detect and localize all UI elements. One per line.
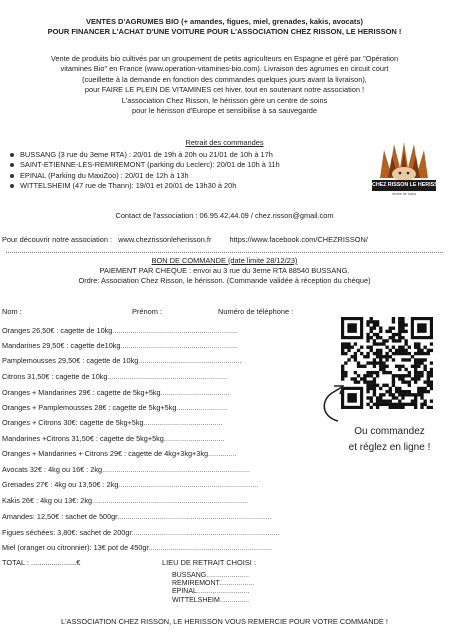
discover-label: Pour découvrir notre association : <box>2 235 113 244</box>
bullet-icon <box>10 163 14 167</box>
lieu-option[interactable]: WITTELSHEIM............... <box>172 596 250 604</box>
order-row[interactable]: Oranges 26,50€ : cagette de 10kg.............................................................. <box>2 326 239 335</box>
retrait-item: SAINT-ETIENNE-LES-REMIREMONT (parking du Leclerc): 20/01 de 10h à 11h <box>10 160 360 170</box>
contact-line: Contact de l'association : 06.95.42.44.09 / chez.risson@gmail.com <box>115 211 334 220</box>
lieu-option[interactable]: BUSSANG...................... <box>172 572 250 579</box>
logo-subtext: centre de soins <box>391 192 417 196</box>
intro-line: L'association Chez Risson, le hérisson gère un centre de soins <box>121 95 328 105</box>
order-row[interactable]: Oranges + Citrons 30€: cagette de 5kg+5kg....................................... <box>2 418 223 427</box>
order-row[interactable]: Mandarines +Citrons 31,50€ : cagette de 5kg+5kg.............................. <box>2 434 225 443</box>
qr-caption-line: et réglez en ligne ! <box>348 442 431 453</box>
order-heading: BON DE COMMANDE (date limite 28/12/23) <box>151 256 298 265</box>
total-field[interactable]: TOTAL : ......................€ <box>2 558 81 567</box>
order-row[interactable]: Avocats 32€ : 4kg ou 16€ : 2kg......................................................................... <box>2 465 251 474</box>
nom-field[interactable]: Nom : <box>2 307 22 316</box>
order-row[interactable]: Oranges + Mandarines 29€ : cagette de 5kg+5kg.................................. <box>2 388 230 397</box>
hedgehog-logo-icon <box>370 140 446 200</box>
order-row[interactable]: Oranges + Mandarines + Citrons 29€ : cagette de 4kg+3kg+3kg.............. <box>2 449 237 458</box>
lieu-option[interactable]: REMIREMONT.................. <box>172 580 255 588</box>
footer-thanks: L'ASSOCIATION CHEZ RISSON, LE HERISSON VOUS REMERCIE POUR VOTRE COMMANDE ! <box>61 617 388 626</box>
association-logo <box>370 140 446 200</box>
retrait-list <box>10 150 360 192</box>
lieu-options <box>172 572 254 605</box>
qr-code[interactable] <box>341 317 433 409</box>
lieu-option[interactable]: EPINAL........................... <box>172 588 250 596</box>
intro-line: vitamines Bio" en France (www.operation-vitamines-bio.com). Livraison des agrumes en circuit court <box>60 64 389 74</box>
bullet-icon <box>10 153 14 157</box>
qr-code-icon[interactable] <box>341 317 433 409</box>
retrait-item: BUSSANG (3 rue du 3eme RTA) : 20/01 de 19h à 20h ou 21/01 de 10h à 17h <box>10 150 360 160</box>
logo-text: CHEZ RISSON LE HERISSON <box>372 182 446 188</box>
order-row[interactable]: Oranges + Pamplemousses 28€ : cagette de 5kg+5kg......................... <box>2 403 228 412</box>
intro-text <box>0 54 449 116</box>
bullet-icon <box>10 174 14 178</box>
website-link[interactable]: www.chezrissonleherisson.fr <box>118 235 212 244</box>
prenom-field[interactable]: Prénom : <box>132 307 162 316</box>
intro-line: pour le hérisson d'Europe et sensibilise à sa sauvegarde <box>131 106 318 116</box>
retrait-item: EPINAL (Parking du MaxiZoo) : 20/01 de 12h à 13h <box>10 171 360 181</box>
qr-caption <box>330 424 449 456</box>
order-row[interactable]: Kakis 26€ : 4kg ou 13€: 2kg............................................................................. <box>2 496 249 505</box>
curved-arrow-icon <box>318 385 352 425</box>
order-row[interactable]: Mandarines 29,50€ : cagette de10kg.......................................................... <box>2 341 239 350</box>
order-row[interactable]: Amandes: 12,50€ : sachet de 500gr............................................................................ <box>2 512 272 521</box>
lieu-label: LIEU DE RETRAIT CHOISI : <box>162 558 256 567</box>
order-row[interactable]: Citrons 31,50€ : cagette de 10kg........................................................... <box>2 372 228 381</box>
bullet-icon <box>10 184 14 188</box>
order-row[interactable]: Miel (oranger ou citronnier): 13€ pot de 450gr............................................................. <box>2 543 273 552</box>
order-row[interactable]: Grenades 27€ : 4kg ou 13,50€ : 2kg..................................................................... <box>2 480 259 489</box>
order-row[interactable]: Figues séchées: 3,80€: sachet de 200gr......................................................................... <box>2 528 280 537</box>
order-row[interactable]: Pamplemousses 29,50€ : cagette de 10kg................................................... <box>2 356 242 365</box>
title-line-1: VENTES D'AGRUMES BIO (+ amandes, figues, miel, grenades, kakis, avocats) <box>85 17 364 26</box>
discover-line <box>2 235 447 245</box>
separator <box>6 252 443 253</box>
intro-line: pour FAIRE LE PLEIN DE VITAMINES cet hiver, tout en soutenant notre association ! <box>84 85 365 95</box>
ordre-line: Ordre: Association Chez Risson, le hérisson. (Commande validée à réception du chèque) <box>78 276 371 285</box>
title-line-2: POUR FINANCER L'ACHAT D'UNE VOITURE POUR L'ASSOCIATION CHEZ RISSON, LE HERISSON ! <box>47 27 402 36</box>
retrait-heading: Retrait des commandes <box>185 138 264 147</box>
facebook-link[interactable]: https://www.facebook.com/CHEZRISSON/ <box>229 235 368 244</box>
qr-caption-line: Ou commandez <box>354 426 425 437</box>
telephone-field[interactable]: Numéro de téléphone : <box>218 307 294 316</box>
retrait-item: WITTELSHEIM (47 rue de Thann): 19/01 et 20/01 de 13h30 à 20h <box>10 181 360 191</box>
payment-line: PAIEMENT PAR CHEQUE : envoi au 3 rue du 3eme RTA 88540 BUSSANG. <box>99 266 350 275</box>
intro-line: Vente de produits bio cultivés par un groupement de petits agriculteurs en Espagne et géré par "Opération <box>50 54 399 63</box>
intro-line: (cueillette à la demande en fonction des commandes quelques jours avant la livraison), <box>82 74 367 84</box>
